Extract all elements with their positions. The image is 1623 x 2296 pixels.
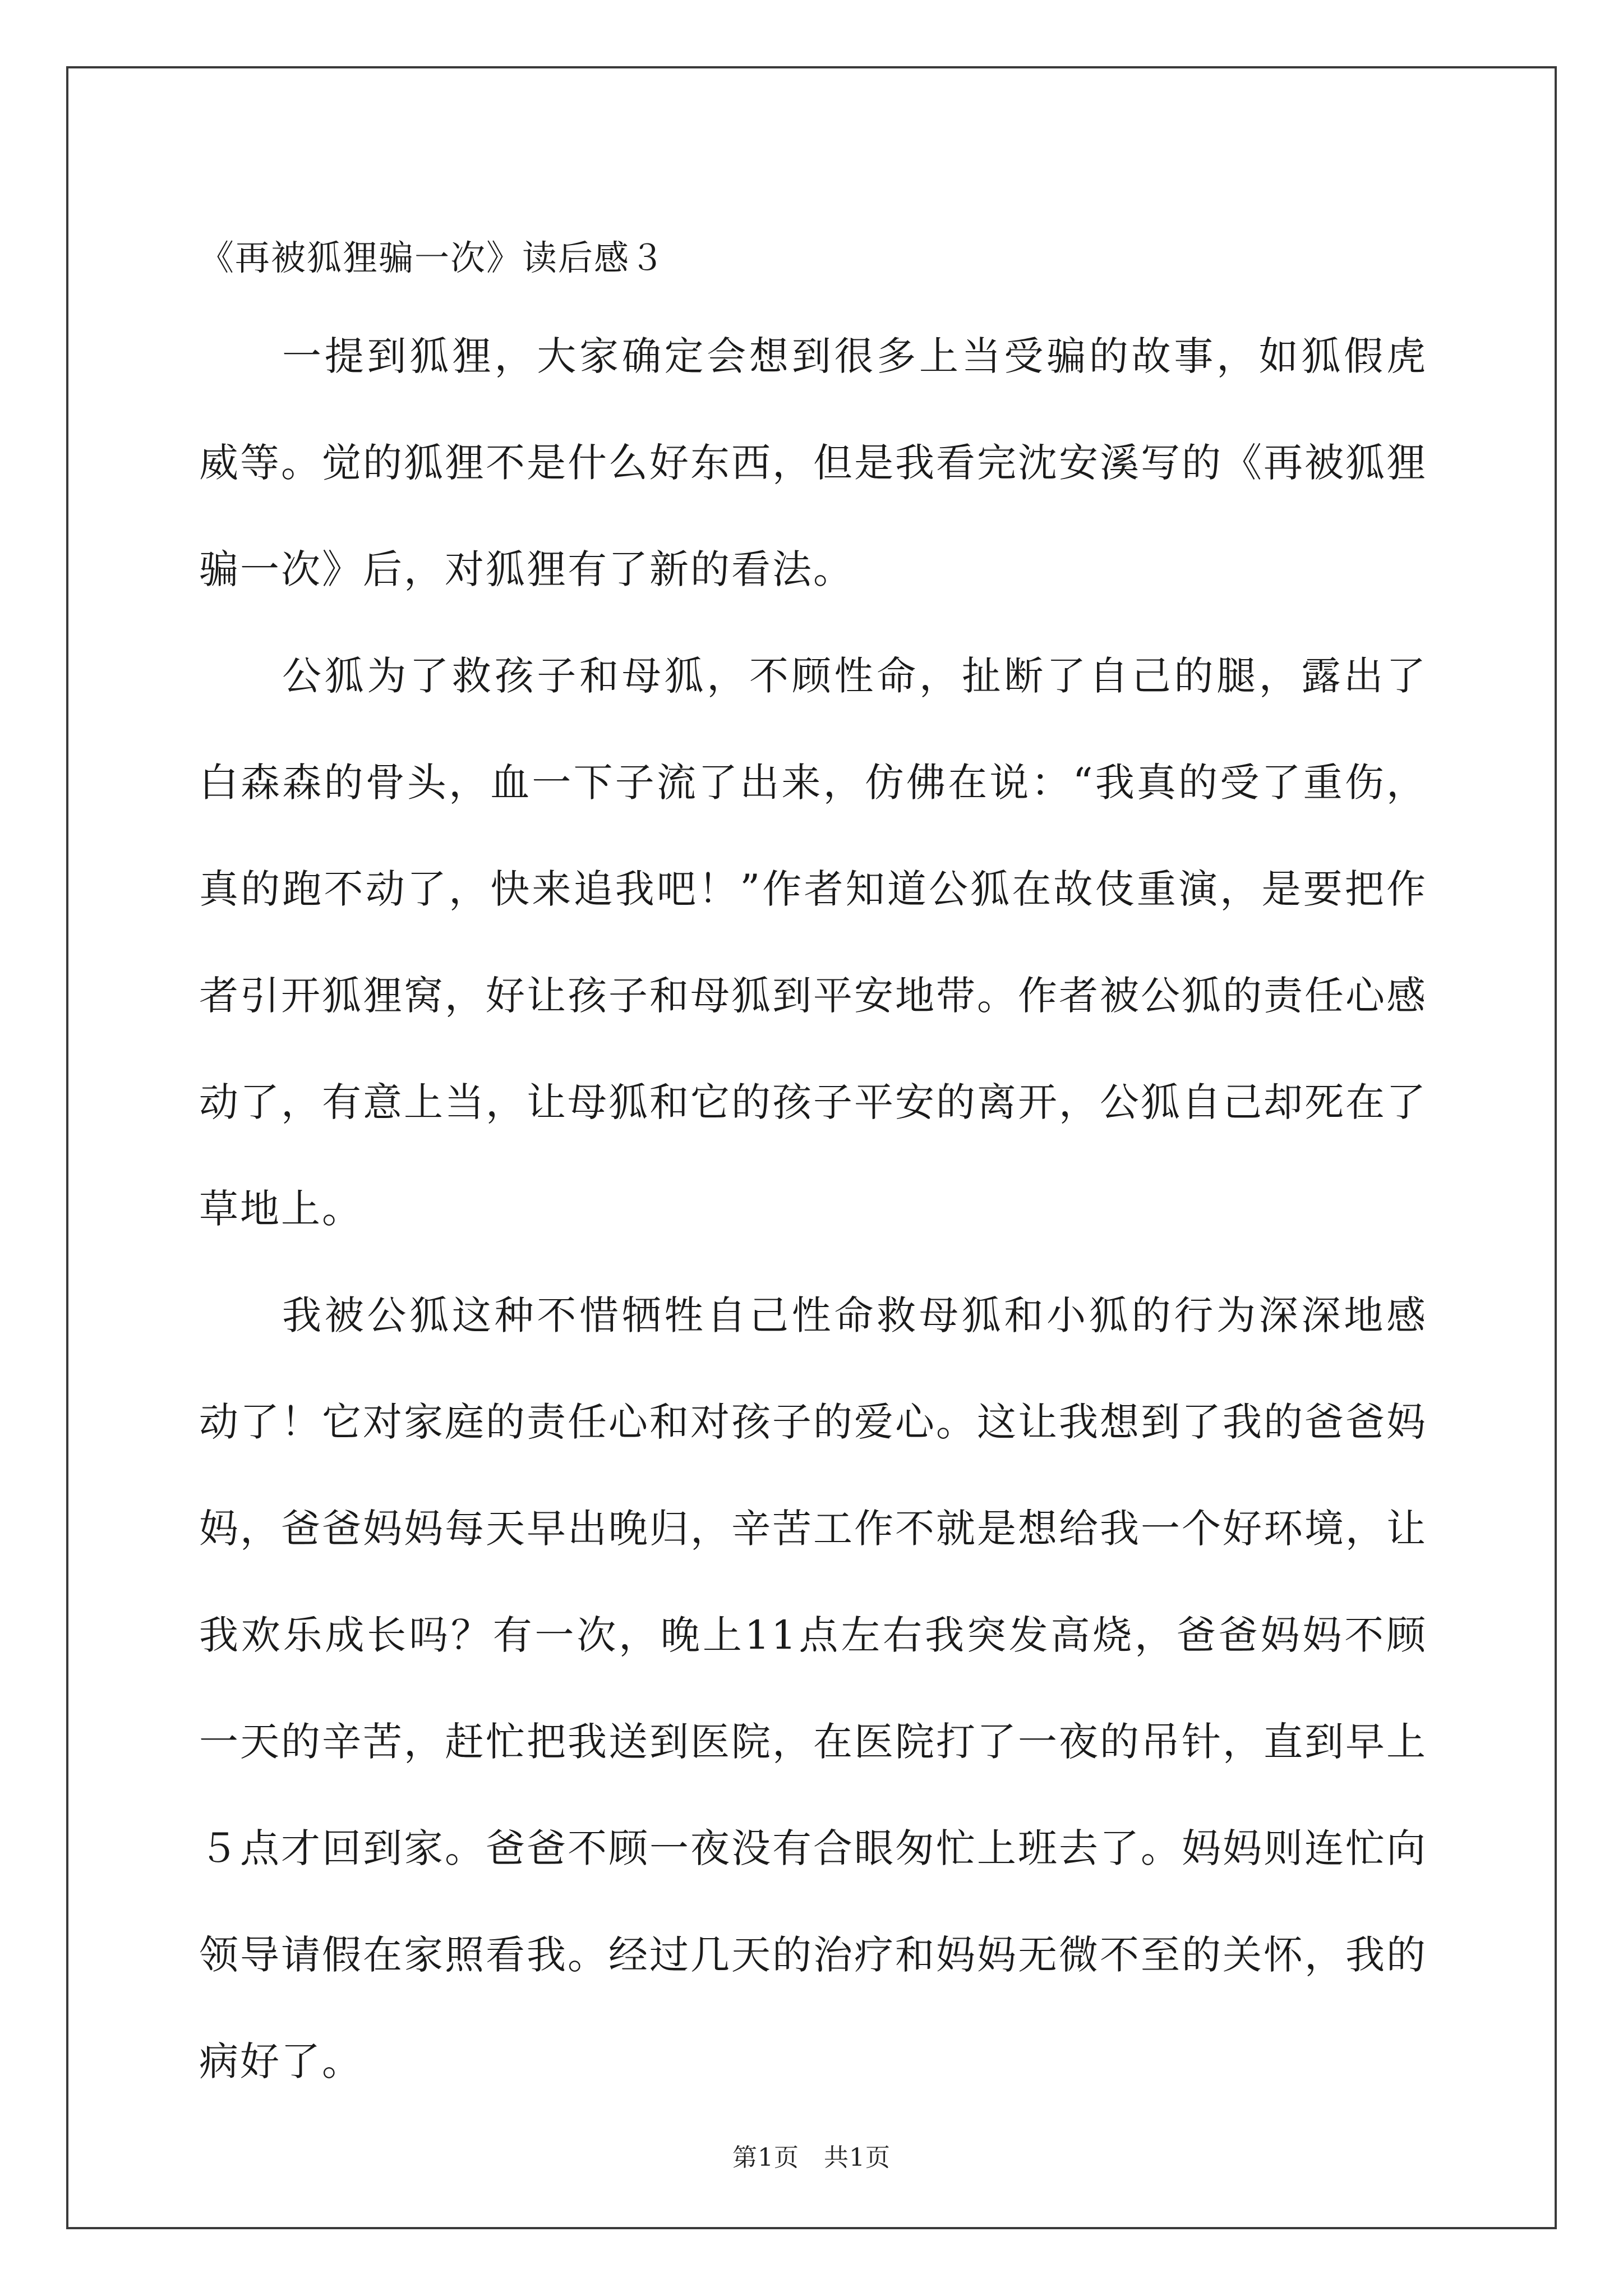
paragraph-2: 公狐为了救孩子和母狐，不顾性命，扯断了自己的腿，露出了白森森的骨头，血一下子流了出来，仿佛在说：“我真的受了重伤，真的跑不动了，快来追我吧！”作者知道公狐在故伎重演，是要把作者引开狐狸窝，好让孩子和母狐到平安地带。作者被公狐的责任心感动了，有意上当，让母狐和它的孩子平安的离开，公狐自己却死在了草地上。: [199, 653, 1427, 1232]
document-title: 《再被狐狸骗一次》读后感３: [199, 237, 666, 278]
paragraph-3: 我被公狐这种不惜牺牲自己性命救母狐和小狐的行为深深地感动了！它对家庭的责任心和对孩子的爱心。这让我想到了我的爸爸妈妈，爸爸妈妈每天早出晚归，辛苦工作不就是想给我一个好环境，让我欢乐成长吗？有一次，晚上11点左右我突发高烧，爸爸妈妈不顾一天的辛苦，赶忙把我送到医院，在医院打了一夜的吊针，直到早上５点才回到家。爸爸不顾一夜没有合眼匆忙上班去了。妈妈则连忙向领导请假在家照看我。经过几天的治疗和妈妈无微不至的关怀，我的病好了。: [199, 1292, 1427, 2085]
document-body: [199, 213, 1427, 2115]
paragraph-1: 一提到狐狸，大家确定会想到很多上当受骗的故事，如狐假虎威等。觉的狐狸不是什么好东西，但是我看完沈安溪写的《再被狐狸骗一次》后，对狐狸有了新的看法。: [199, 333, 1427, 592]
page-footer: [0, 2137, 1623, 2173]
page-number: 第1页: [732, 2143, 799, 2172]
page-total: 共1页: [824, 2143, 891, 2172]
